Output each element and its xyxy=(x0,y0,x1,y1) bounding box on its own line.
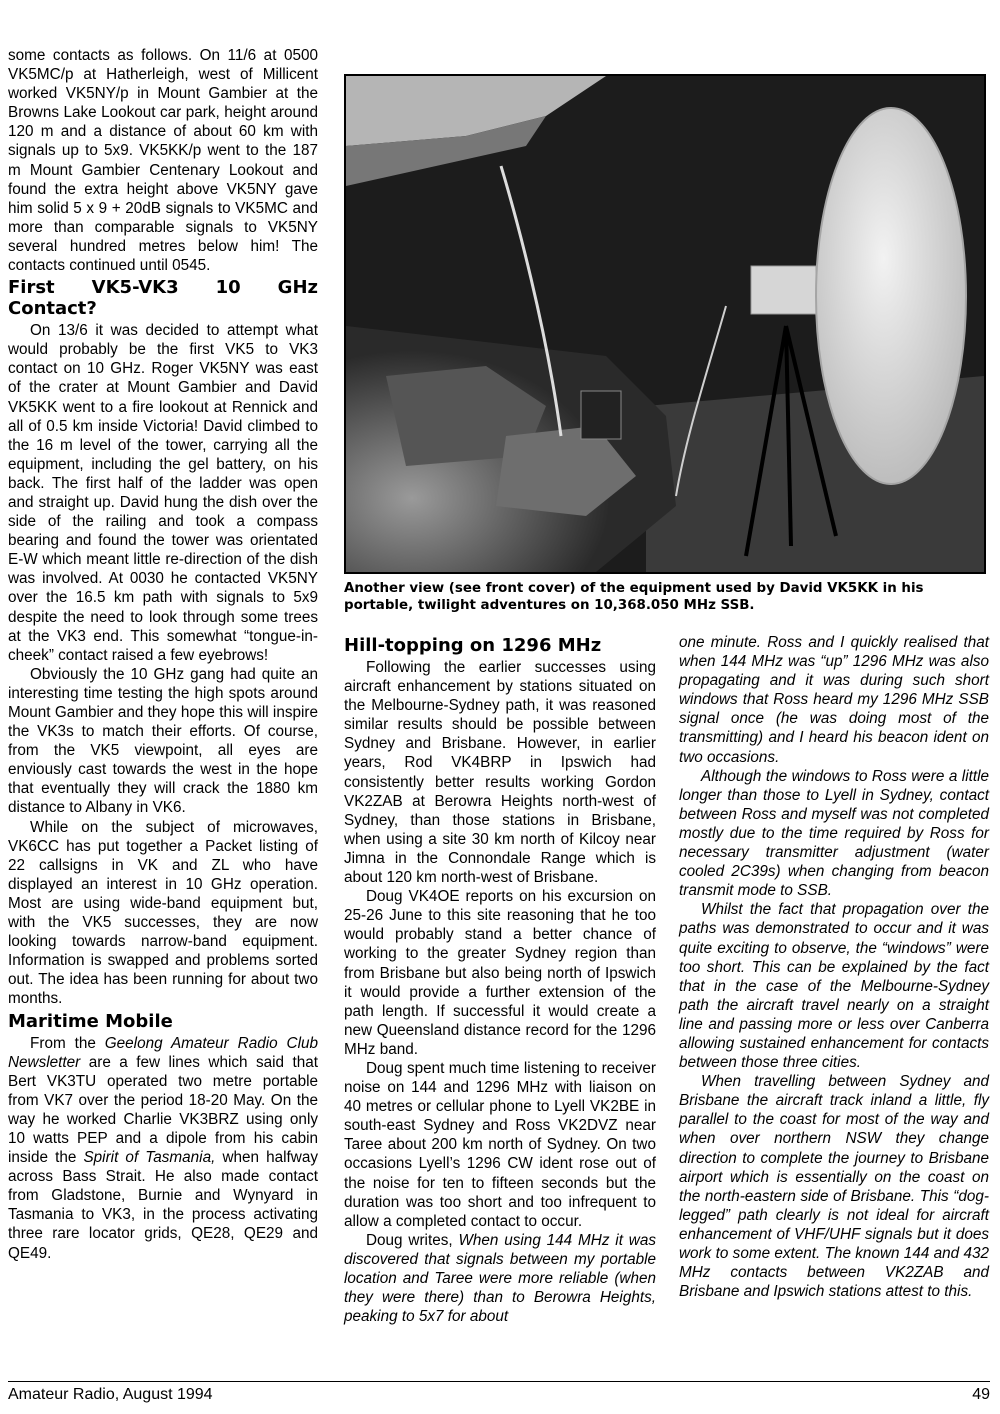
photo-caption: Another view (see front cover) of the equipment used by David VK5KK in his portable, twilight adventures on 10,368.050 MHz SSB. xyxy=(344,581,924,613)
photo-illustration xyxy=(346,76,984,572)
paragraph: When travelling between Sydney and Brisbane the aircraft track inland a little, fly parallel to the coast for most of the way and when over northern NSW they change direction to complete the journey to Brisbane airport which is essentially on the coast on the north-eastern side of Brisbane. This “dog-legged” path clearly is not ideal for aircraft enhancement of VHF/UHF signals but it does work to some extent. The known 144 and 432 MHz contacts between VK2ZAB and Brisbane and Ipswich stations attest to this. xyxy=(679,1073,989,1301)
paragraph: Doug spent much time listening to receiver noise on 144 and 1296 MHz with liaison on 40 metres or cellular phone to Lyell VK2BE in south-east Sydney and Ross VK2DVZ near Taree about 200 km north of Sydney. On two occasions Lyell’s 1296 CW ident rose out of the noise for ten to fifteen seconds but the duration was too short and too infrequent to allow a completed contact to occur. xyxy=(344,1059,656,1230)
paragraph: Doug writes, When using 144 MHz it was discovered that signals between my portable location and Taree were more reliable (when they were there) than to Berowra Heights, peaking to 5x7 for about xyxy=(344,1231,657,1326)
paragraph: Doug VK4OE reports on his excursion on 25-26 June to this site reasoning that he too would probably stand a better chance of working to the greater Sydney region than from Brisbane but also being north of Ipswich it would provide a further extension of the path length. If successful it would create a new Queensland distance record for the 1296 MHz band. xyxy=(344,888,656,1058)
paragraph: Following the earlier successes using aircraft enhancement by stations situated on the Melbourne-Sydney path, it was reasoned similar results should be possible between Sydney and Brisbane. However, in earlier years, Rod VK4BRP in Ipswich had consistently better results working Gordon VK2ZAB at Berowra Heights north-west of Sydney, than those stations in Brisbane, when using a site 30 km north of Kilcoy near Jimna in the Connondale Range which is about 120 km north-west of Brisbane. xyxy=(344,659,656,887)
column-left xyxy=(8,46,318,1263)
paragraph: Whilst the fact that propagation over the paths was demonstrated to occur and it was quite exciting to observe, the “windows” were too short. This can be explained by the fact that in the case of the Melbourne-Sydney path the aircraft travel nearly on a straight line and passing more or less over Canberra allowing sustained enhancement for contacts between those three cities. xyxy=(679,901,989,1072)
column-middle xyxy=(344,633,656,1326)
page-number: 49 xyxy=(972,1386,990,1403)
paragraph: some contacts as follows. On 11/6 at 0500 VK5MC/p at Hatherleigh, west of Millicent worked VK5NY/p in Mount Gambier at the Browns Lake Lookout car park, height around 120 m and a distance of about 60 km with signals up to 5x9. VK5KK/p went to the 187 m Mount Gambier Centenary Lookout and found the extra height above VK5NY gave him solid 5 x 9 + 20dB signals to VK5MC and more than comparable signals to VK5NY several hundred metres below him! The contacts continued until 0545. xyxy=(8,47,318,275)
paragraph: one minute. Ross and I quickly realised that when 144 MHz was “up” 1296 MHz was also propagating and it was during such short windows that Ross heard my 1296 MHz SSB signal once (he was doing most of the transmitting) and I heard his beacon ident on two occasions. xyxy=(679,634,989,766)
equipment-photo xyxy=(344,74,986,574)
paragraph: While on the subject of microwaves, VK6CC has put together a Packet listing of 22 callsigns in VK and ZL who have displayed an interest in 10 GHz operation. Most are using wide-band equipment but, with the VK5 successes, they are now looking towards narrow-band equipment. Information is swapped and problems sorted out. The idea has been running for about two months. xyxy=(8,818,318,1008)
paragraph: Although the windows to Ross were a little longer than those to Lyell in Sydney, contact between Ross and myself was not completed mostly due to the time required by Ross for necessary transmitter adjustment (water cooled 2C39s) when changing from beacon transmit mode to SSB. xyxy=(679,767,989,900)
footer-publication: Amateur Radio, August 1994 xyxy=(8,1386,213,1403)
paragraph: On 13/6 it was decided to attempt what would probably be the first VK5 to VK3 contact on 10 GHz. Roger VK5NY was east of the crater at Mount Gambier and David VK5KK went to a fire lookout at Rennick and all of 0.5 km inside Victoria! David climbed to the 16 m level of the tower, carrying all the equipment, including the gel battery, on his back. The first half of the ladder was open and straight up. David hung the dish over the side of the railing and took a compass bearing and found the tower was orientated E-W which meant little re-direction of the dish was involved. At 0030 he contacted VK5NY over the 16.5 km path with signals to 5x9 despite the need to look through some trees at the VK3 end. This somewhat “tongue-in-cheek” contact raised a few eyebrows! xyxy=(8,322,318,664)
column-right xyxy=(679,633,989,1301)
footer-rule xyxy=(8,1381,990,1382)
section-heading-maritime: Maritime Mobile xyxy=(8,1010,173,1032)
paragraph: Obviously the 10 GHz gang had quite an interesting time testing the high spots around Mount Gambier and they hope this will inspire the VK3s to match their efforts. Of course, from the VK5 viewpoint, all eyes are enviously cast towards the west in the hope that eventually they will crack the 1880 km distance to Albany in VK6. xyxy=(8,665,318,817)
paragraph: From the Geelong Amateur Radio Club Newsletter are a few lines which said that Bert VK3TU operated two metre portable from VK7 over the period 18-20 May. On the way he worked Charlie VK3BRZ using only 10 watts PEP and a dipole from his cabin inside the Spirit of Tasmania, when halfway across Bass Strait. He also made contact from Gladstone, Burnie and Wynyard in Tasmania to VK3, in the process activating three rare locator grids, QE28, QE29 and QE49. xyxy=(8,1034,318,1262)
section-heading-hilltopping: Hill-topping on 1296 MHz xyxy=(344,635,602,656)
section-heading-10ghz: First VK5-VK3 10 GHz Contact? xyxy=(8,277,318,320)
